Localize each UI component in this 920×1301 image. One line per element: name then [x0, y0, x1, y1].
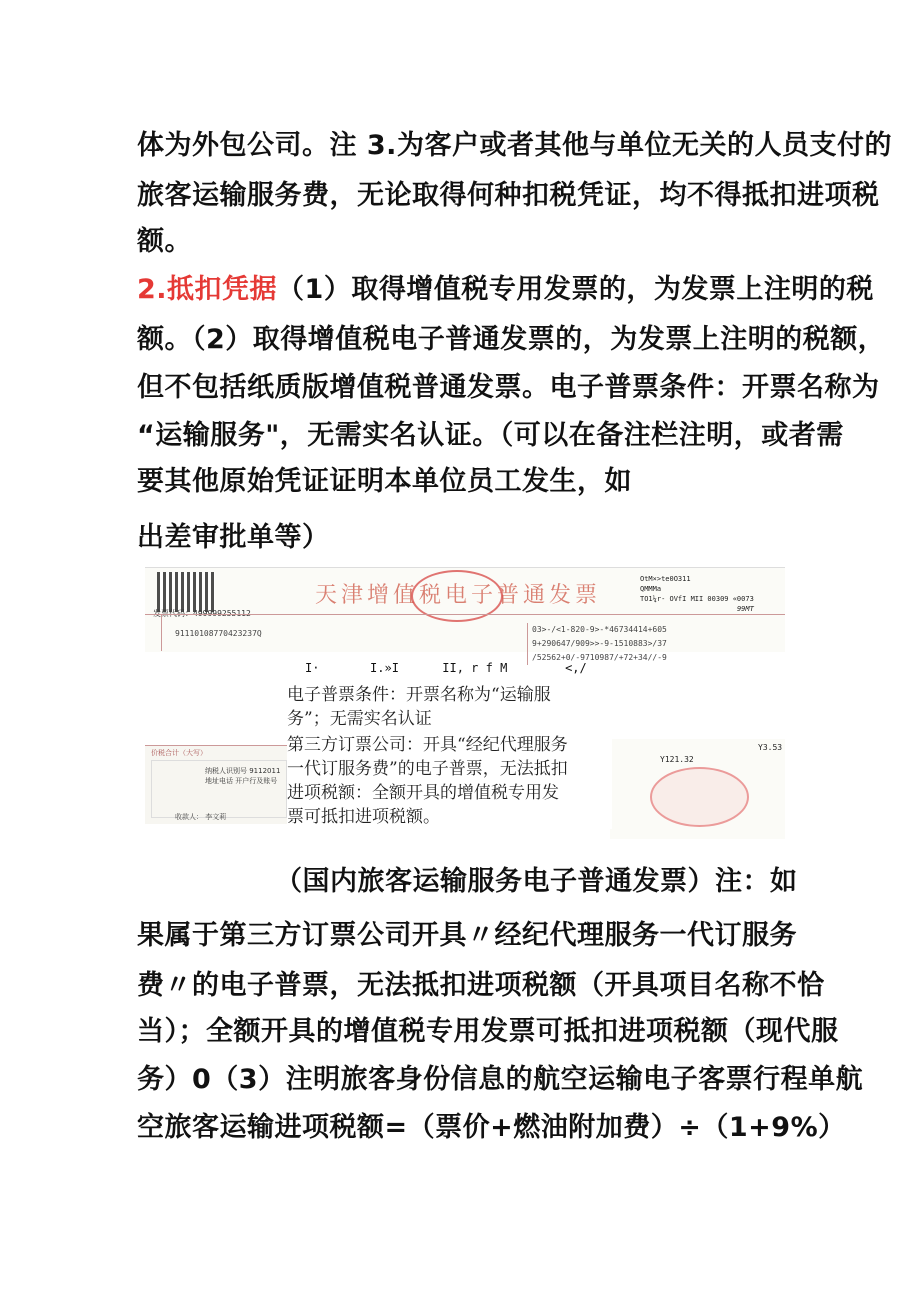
- total-label: 价税合计（大写）: [151, 749, 207, 757]
- text-line: “运输服务"，无需实名认证。（可以在备注栏注明，或者需: [137, 420, 844, 451]
- code-line: QMMMa: [640, 585, 662, 593]
- seller-info: 纳税人识别号 9112011 地址电话 开户行及账号: [205, 767, 281, 785]
- annotation-line: 第三方订票公司：开具“经纪代理服务: [287, 735, 568, 755]
- code-line: TO1¼r- OVfI MII 00309 «0073: [640, 595, 754, 603]
- invoice-grid: [145, 614, 785, 662]
- annotation-line: 一代订服务费”的电子普票，无法抵扣: [287, 759, 568, 779]
- invoice-image: [145, 567, 785, 839]
- text-line: 额。: [137, 226, 192, 257]
- annotation-line: 票可抵扣进项税额。: [287, 807, 440, 827]
- grid-column: [145, 615, 162, 651]
- invoice-right-code: [640, 574, 754, 614]
- invoice-header: [145, 567, 785, 662]
- cipher-line: /52562+0/-9710987/+72+34//-9: [532, 653, 667, 662]
- code-line: OtM×>te0O311: [640, 575, 691, 583]
- cipher-area: [527, 623, 667, 665]
- scan-marks: I· I.»I II, r f M <,/: [305, 661, 587, 675]
- annotation-line: 电子普票条件：开票名称为“运输服: [287, 685, 551, 705]
- invoice-code: 发票代码：499999255112: [153, 609, 251, 618]
- annotation-line: 务”；无需实名认证: [287, 709, 432, 729]
- text-line: 务）0（3）注明旅客身份信息的航空运输电子客票行程单航: [137, 1064, 864, 1095]
- text-line: 费〃的电子普票，无法抵扣进项税额（开具项目名称不恰: [137, 970, 825, 1001]
- text-line: 但不包括纸质版增值税普通发票。电子普票条件：开票名称为: [137, 372, 880, 403]
- text-line: 体为外包公司。注 3.为客户或者其他与单位无关的人员支付的: [137, 130, 892, 161]
- amount-total: Y121.32: [660, 755, 694, 764]
- invoice-annotation: [287, 683, 612, 829]
- text-line: 额。（2）取得增值税电子普通发票的，为发票上注明的税额，: [137, 324, 886, 355]
- section-heading: 2.抵扣凭据: [137, 274, 278, 305]
- text-line: [137, 270, 874, 310]
- text-line: 果属于第三方订票公司开具〃经纪代理服务一代订服务: [137, 920, 797, 951]
- invoice-seller-block: [145, 745, 287, 824]
- text-line: 出差审批单等）: [137, 522, 330, 553]
- text-line: （国内旅客运输服务电子普通发票）注：如: [275, 866, 798, 897]
- text-line: 空旅客运输进项税额=（票价+燃油附加费）÷（1+9%）: [137, 1112, 846, 1143]
- invoice-title: 天津增值税电子普通发票: [315, 583, 602, 608]
- qr-code-icon: [157, 572, 215, 612]
- text-span: （1）取得增值税专用发票的，为发票上注明的税: [277, 274, 874, 305]
- cipher-line: 9+290647/909>>-9-1510883>/37: [532, 639, 667, 648]
- text-line: 旅客运输服务费，无论取得何种扣税凭证，均不得抵扣进项税: [137, 180, 880, 211]
- annotation-line: 进项税额：全额开具的增值税专用发: [287, 783, 559, 803]
- invoice-amount-block: [610, 739, 785, 839]
- code-line: 99MT: [736, 605, 754, 613]
- seal-icon: [650, 767, 749, 827]
- text-line: 当）；全额开具的增值税专用发票可抵扣进项税额（现代服: [137, 1016, 839, 1047]
- amount-tax: Y3.53: [758, 743, 783, 752]
- payee: 收款人： 李文莉: [175, 813, 227, 821]
- text-line: 要其他原始凭证证明本单位员工发生，如: [137, 466, 632, 497]
- cipher-line: 03>-/<1-820-9>-*46734414+605: [532, 625, 667, 634]
- tax-id: 91110108770423237Q: [175, 629, 262, 638]
